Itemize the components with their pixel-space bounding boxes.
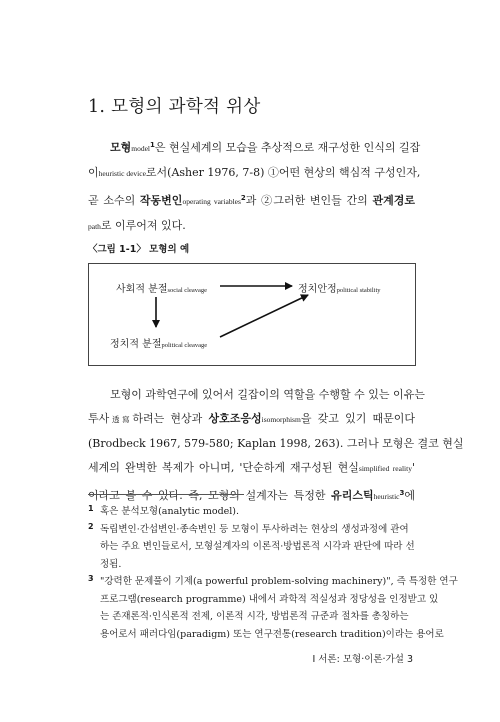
paragraph-1-line-4: path로 이루어져 있다.	[88, 219, 186, 232]
footnote-line: 용어로서 패러다임(paradigm) 또는 연구전통(research tradition)이라는 용어로	[100, 628, 444, 640]
paragraph-2-line-4: 세계의 완벽한 복제가 아니며, '단순하게 재구성된 현실simplified reality'	[88, 461, 415, 474]
paragraph-2-line-3: (Brodbeck 1967, 579-580; Kaplan 1998, 263). 그러나 모형은 결코 현실	[88, 437, 464, 450]
footnote-line: 혹은 분석모형(analytic model).	[100, 506, 240, 517]
footnote-line: 정됨.	[100, 558, 122, 570]
page-footer: I 서론: 모형·이론·가설 3	[312, 654, 413, 665]
node-political-cleavage: 정치적 분절political cleavage	[110, 339, 208, 350]
footnote-line: "강력한 문제풀이 기제(a powerful problem-solving machinery)", 즉 특정한 연구	[100, 576, 458, 587]
footnote-number: 3	[88, 574, 94, 583]
footnote-ref-1: 1	[150, 141, 155, 149]
node-political-stability: 정치안정political stability	[298, 284, 381, 295]
figure-caption: 〈그림 1-1〉 모형의 예	[88, 244, 190, 255]
footnote-line: 하는 주요 변인들로서, 모형설계자의 이론적·방법론적 시각과 판단에 따라 선	[100, 541, 415, 552]
node-social-cleavage: 사회적 분절social cleavage	[116, 284, 208, 295]
footnote-ref-2: 2	[240, 194, 246, 202]
paragraph-2-line-5: 이라고 볼 수 있다. 즉, 모형의 설계자는 특정한 유리스틱heuristic$^3$에	[88, 489, 415, 502]
footnote-number: 1	[88, 504, 94, 513]
footnote-3	[88, 573, 458, 643]
footnotes	[88, 503, 458, 643]
paragraph-2	[88, 383, 464, 509]
diagram-arrows	[88, 263, 416, 366]
paragraph-1-line-1: 모형model$^1$은 현실세계의 모습을 추상적으로 재구성한 인식의 길잡	[110, 141, 421, 154]
paragraph-2-line-1: 모형이 과학연구에 있어서 길잡이의 역할을 수행할 수 있는 이유는	[110, 388, 425, 401]
paragraph-1-line-2: 이heuristic device로서(Asher 1976, 7-8) ①어떤 현상의 핵심적 구성인자,	[88, 166, 421, 179]
footnote-1	[88, 503, 418, 521]
footnote-line: 독립변인·간섭변인·종속변인 등 모형이 투사하려는 현상의 생성과정에 관여	[100, 523, 409, 535]
footnote-ref-3: 3	[399, 489, 405, 497]
arrow-political-cleavage-to-stability	[220, 295, 308, 337]
paragraph-2-line-2: 투사透寫하려는 현상과 상호조응성isomorphism을 갖고 있기 때문이다	[88, 412, 416, 425]
footnote-separator	[88, 494, 244, 495]
footnote-2	[88, 521, 418, 574]
footnote-line: 는 존재론적·인식론적 전제, 이론적 시각, 방법론적 규준과 절차를 총칭하는	[100, 611, 409, 622]
footnote-line: 프로그램(research programme) 내에서 과학적 적실성과 정당성을 인정받고 있	[100, 593, 439, 605]
section-heading: 1. 모형의 과학적 위상	[88, 97, 261, 117]
model-diagram	[88, 263, 416, 366]
paragraph-1-line-3: 곧 소수의 작동변인operating variables$^2$과 ②그러한 변인들 간의 관계경로	[88, 194, 415, 207]
footnote-number: 2	[88, 521, 94, 531]
paragraph-1	[88, 133, 421, 239]
